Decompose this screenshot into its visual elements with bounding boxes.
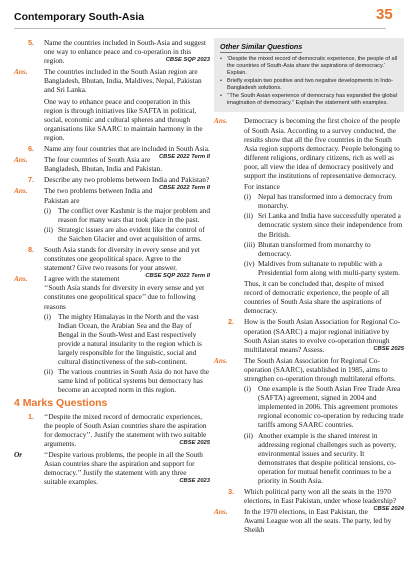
similar-question-text: ‘Despite the mixed record of democratic experience, the people of all the countries of South-Asia share the aspirations of democracy.’ Explain. [227, 56, 398, 76]
answer-text: I agree with the statement ‘‘South Asia stands for diversity in every sense and yet constitutes one geopolitical space’’ due to following reasons [44, 274, 205, 311]
box-title: Other Similar Questions [220, 42, 302, 53]
similar-question [220, 93, 398, 107]
or-label: Or [14, 449, 23, 459]
similar-question-text: Briefly explain two positive and two negative developments in Indo-Bangladesh solutions. [227, 77, 394, 91]
answer-label: Ans. [14, 274, 28, 284]
answer-6 [14, 155, 210, 173]
answer-point [244, 240, 404, 258]
point-text: The mighty Himalayas in the North and the vast Indian Ocean, the Arabian Sea and the Bay of Bengal in the South-West and East respectively provide a natural insularity to the region which is largely responsible for the linguistic, social and cultural distinctiveness of the sub-continent. [58, 311, 202, 367]
question-text: ‘‘Despite various problems, the people in all the South Asian countries share the aspiration and support for democracy.’’ Justify the statement with any three suitable examples. [44, 449, 203, 487]
question-number: 1. [28, 411, 35, 421]
exam-tag: CBSE 2023 [179, 478, 210, 485]
answer-5 [14, 67, 210, 142]
point-text: Maldives from sultanate to republic with a Presidential form along with multi-party system. [258, 258, 400, 277]
exam-tag: CBSE SQP 2023 [165, 57, 210, 64]
point-text: Strategic issues are also evident like the control of the Saichen Glacier and over acquisition of arms. [58, 224, 205, 243]
answer-3 [214, 507, 404, 534]
similar-question [220, 78, 398, 92]
exam-tag: CBSE 2022 Term II [158, 154, 210, 161]
chapter-title: Contemporary South-Asia [14, 11, 145, 23]
exam-tag: CBSE 2022 Term II [158, 185, 210, 192]
similar-question [220, 56, 398, 77]
question-number: 2. [228, 317, 235, 327]
answer-text: One way to enhance peace and cooperation in this region is through initiatives like SAFTA in political, social, economic and cultural spheres and through organisations like SAARC to maintain harmony in the region. [44, 96, 203, 142]
answer-text: The four countries of South Asia are Bangladesh, Bhutan, India and Pakistan. [44, 155, 163, 174]
exam-tag: CBSE 2024 [373, 506, 404, 513]
similar-question-text: ‘‘The South Asian experience of democracy has expanded the global imagination of democracy.’’ Explain the statement with examples. [227, 92, 397, 106]
point-number: (iv) [244, 258, 255, 268]
answer-label: Ans. [214, 355, 228, 365]
answer-text: The countries included in the South Asian region are Bangladesh, Bhutan, India, Maldives, Nepal, Pakistan and Sri Lanka. [44, 67, 202, 95]
question-number: 7. [28, 175, 35, 185]
or-question-1 [14, 450, 210, 486]
page-number: 35 [376, 6, 393, 23]
answer-7 [14, 186, 210, 243]
bullet-icon: • [220, 56, 222, 63]
answer-2 [214, 356, 404, 485]
bullet-icon: • [220, 77, 222, 84]
question-8 [14, 244, 210, 280]
similar-questions-box [214, 38, 404, 112]
answer-label: Ans. [214, 507, 228, 517]
answer-point [244, 192, 404, 210]
right-column [214, 38, 404, 537]
answer-text: Democracy is becoming the first choice of the people of South Asia. According to a survey conducted, the results show that all the five countries in the South Asia region supports democracy. People belonging to different religions, ordinary citizens, rich as well as poor, all view the idea of democracy positively and support the institutions of representative democracy. [244, 116, 401, 180]
left-column [14, 38, 210, 488]
answer-point [44, 225, 210, 243]
answer-label: Ans. [14, 186, 28, 196]
point-number: (ii) [44, 224, 53, 234]
question-text: Which political party won all the seats in the 1970 elections, in East Pakistan, under whose leadership? [244, 487, 396, 506]
point-text: The conflict over Kashmir is the major problem and reason for many wars that took place in the past. [58, 205, 210, 224]
answer-point [44, 312, 210, 367]
header-divider [14, 28, 386, 29]
question-text: How is the South Asian Association for Regional Co-operation (SAARC) a major regional initiative by South Asian states to evolve co-operation through multilateral means? Assess. [244, 317, 401, 354]
point-text: One example is the South Asian Free Trade Area (SAFTA) agreement, signed in 2004 and implemented in 2006. This agreement promotes regional economic co-operation by reducing trade tariffs among SAARC countries. [258, 384, 404, 430]
question-5 [14, 38, 210, 65]
point-text: The various countries in South Asia do not have the same kind of political systems but democracy has become an accepted norm in this region. [58, 367, 209, 395]
point-number: (ii) [244, 430, 253, 440]
bullet-icon: • [220, 92, 222, 99]
answer-text: The South Asian Association for Regional Co-operation (SAARC), established in 1985, aims to strengthen co-operation through multilateral efforts. [244, 355, 396, 383]
question-text: Name the countries included in South-Asia and suggest one way to enhance peace and co-operation in this region. [44, 38, 206, 66]
point-text: Bhutan transformed from monarchy to democracy. [258, 239, 371, 258]
question-text: Name any four countries that are included in South Asia. [44, 144, 210, 154]
point-text: Sri Lanka and India have successfully operated a democratic system since their independence from the British. [258, 211, 403, 239]
answer-point [44, 367, 210, 394]
answer-point [44, 206, 210, 224]
point-text: Nepal has transformed into a democracy from monarchy. [258, 192, 393, 211]
exam-tag: CBSE SQP 2022 Term II [145, 273, 210, 280]
question-number: 6. [28, 144, 35, 154]
point-number: (i) [44, 311, 51, 321]
answer-point [244, 211, 404, 238]
question-number: 5. [28, 38, 35, 47]
point-text: Another example is the shared interest in addressing regional challenges such as poverty, environmental issues and security. It demonstrates that despite political tensions, co-operation for mutual benefit continues to be a priority in South Asia. [258, 430, 397, 485]
answer-label: Ans. [14, 155, 28, 165]
point-number: (i) [244, 192, 251, 202]
question-number: 8. [28, 244, 35, 254]
answer-text: Thus, it can be concluded that, despite of mixed record of democratic experience, the people of all countries of South Asia share the aspirations of democracy. [244, 279, 390, 316]
answer-point [244, 384, 404, 429]
answer-8 [14, 274, 210, 394]
page-header [0, 0, 416, 34]
point-number: (i) [244, 384, 251, 394]
question-number: 3. [228, 487, 235, 497]
point-number: (ii) [44, 367, 53, 377]
answer-point [244, 431, 404, 486]
question-1 [14, 412, 210, 448]
answer-text: The two problems between India and Pakistan are [44, 186, 153, 205]
answer-label: Ans. [14, 67, 28, 77]
answer-text: For instance [244, 182, 280, 192]
point-number: (iii) [244, 239, 255, 249]
question-text: South Asia stands for diversity in every sense and yet constitutes one geopolitical space. Agree to the statement? Give two reasons for your answer. [44, 244, 200, 273]
question-2 [214, 317, 404, 353]
answer-point [244, 259, 404, 277]
question-text: Describe any two problems between India and Pakistan? [44, 175, 210, 185]
point-number: (i) [44, 205, 51, 215]
answer-1 [214, 116, 404, 315]
answer-label: Ans. [214, 116, 228, 126]
exam-tag: CBSE 2025 [179, 439, 210, 446]
question-text: ‘‘Despite the mixed record of democratic experiences, the people of South Asian countries share the aspiration for democracy’’. Justify the statement with two suitable arguments. [44, 411, 207, 448]
answer-text: In the 1970 elections, in East Pakistan, the Awami League won all the seats. The party, led by Sheikh [244, 507, 392, 535]
point-number: (ii) [244, 211, 253, 221]
exam-tag: CBSE 2025 [373, 345, 404, 352]
section-heading: 4 Marks Questions [14, 397, 108, 410]
